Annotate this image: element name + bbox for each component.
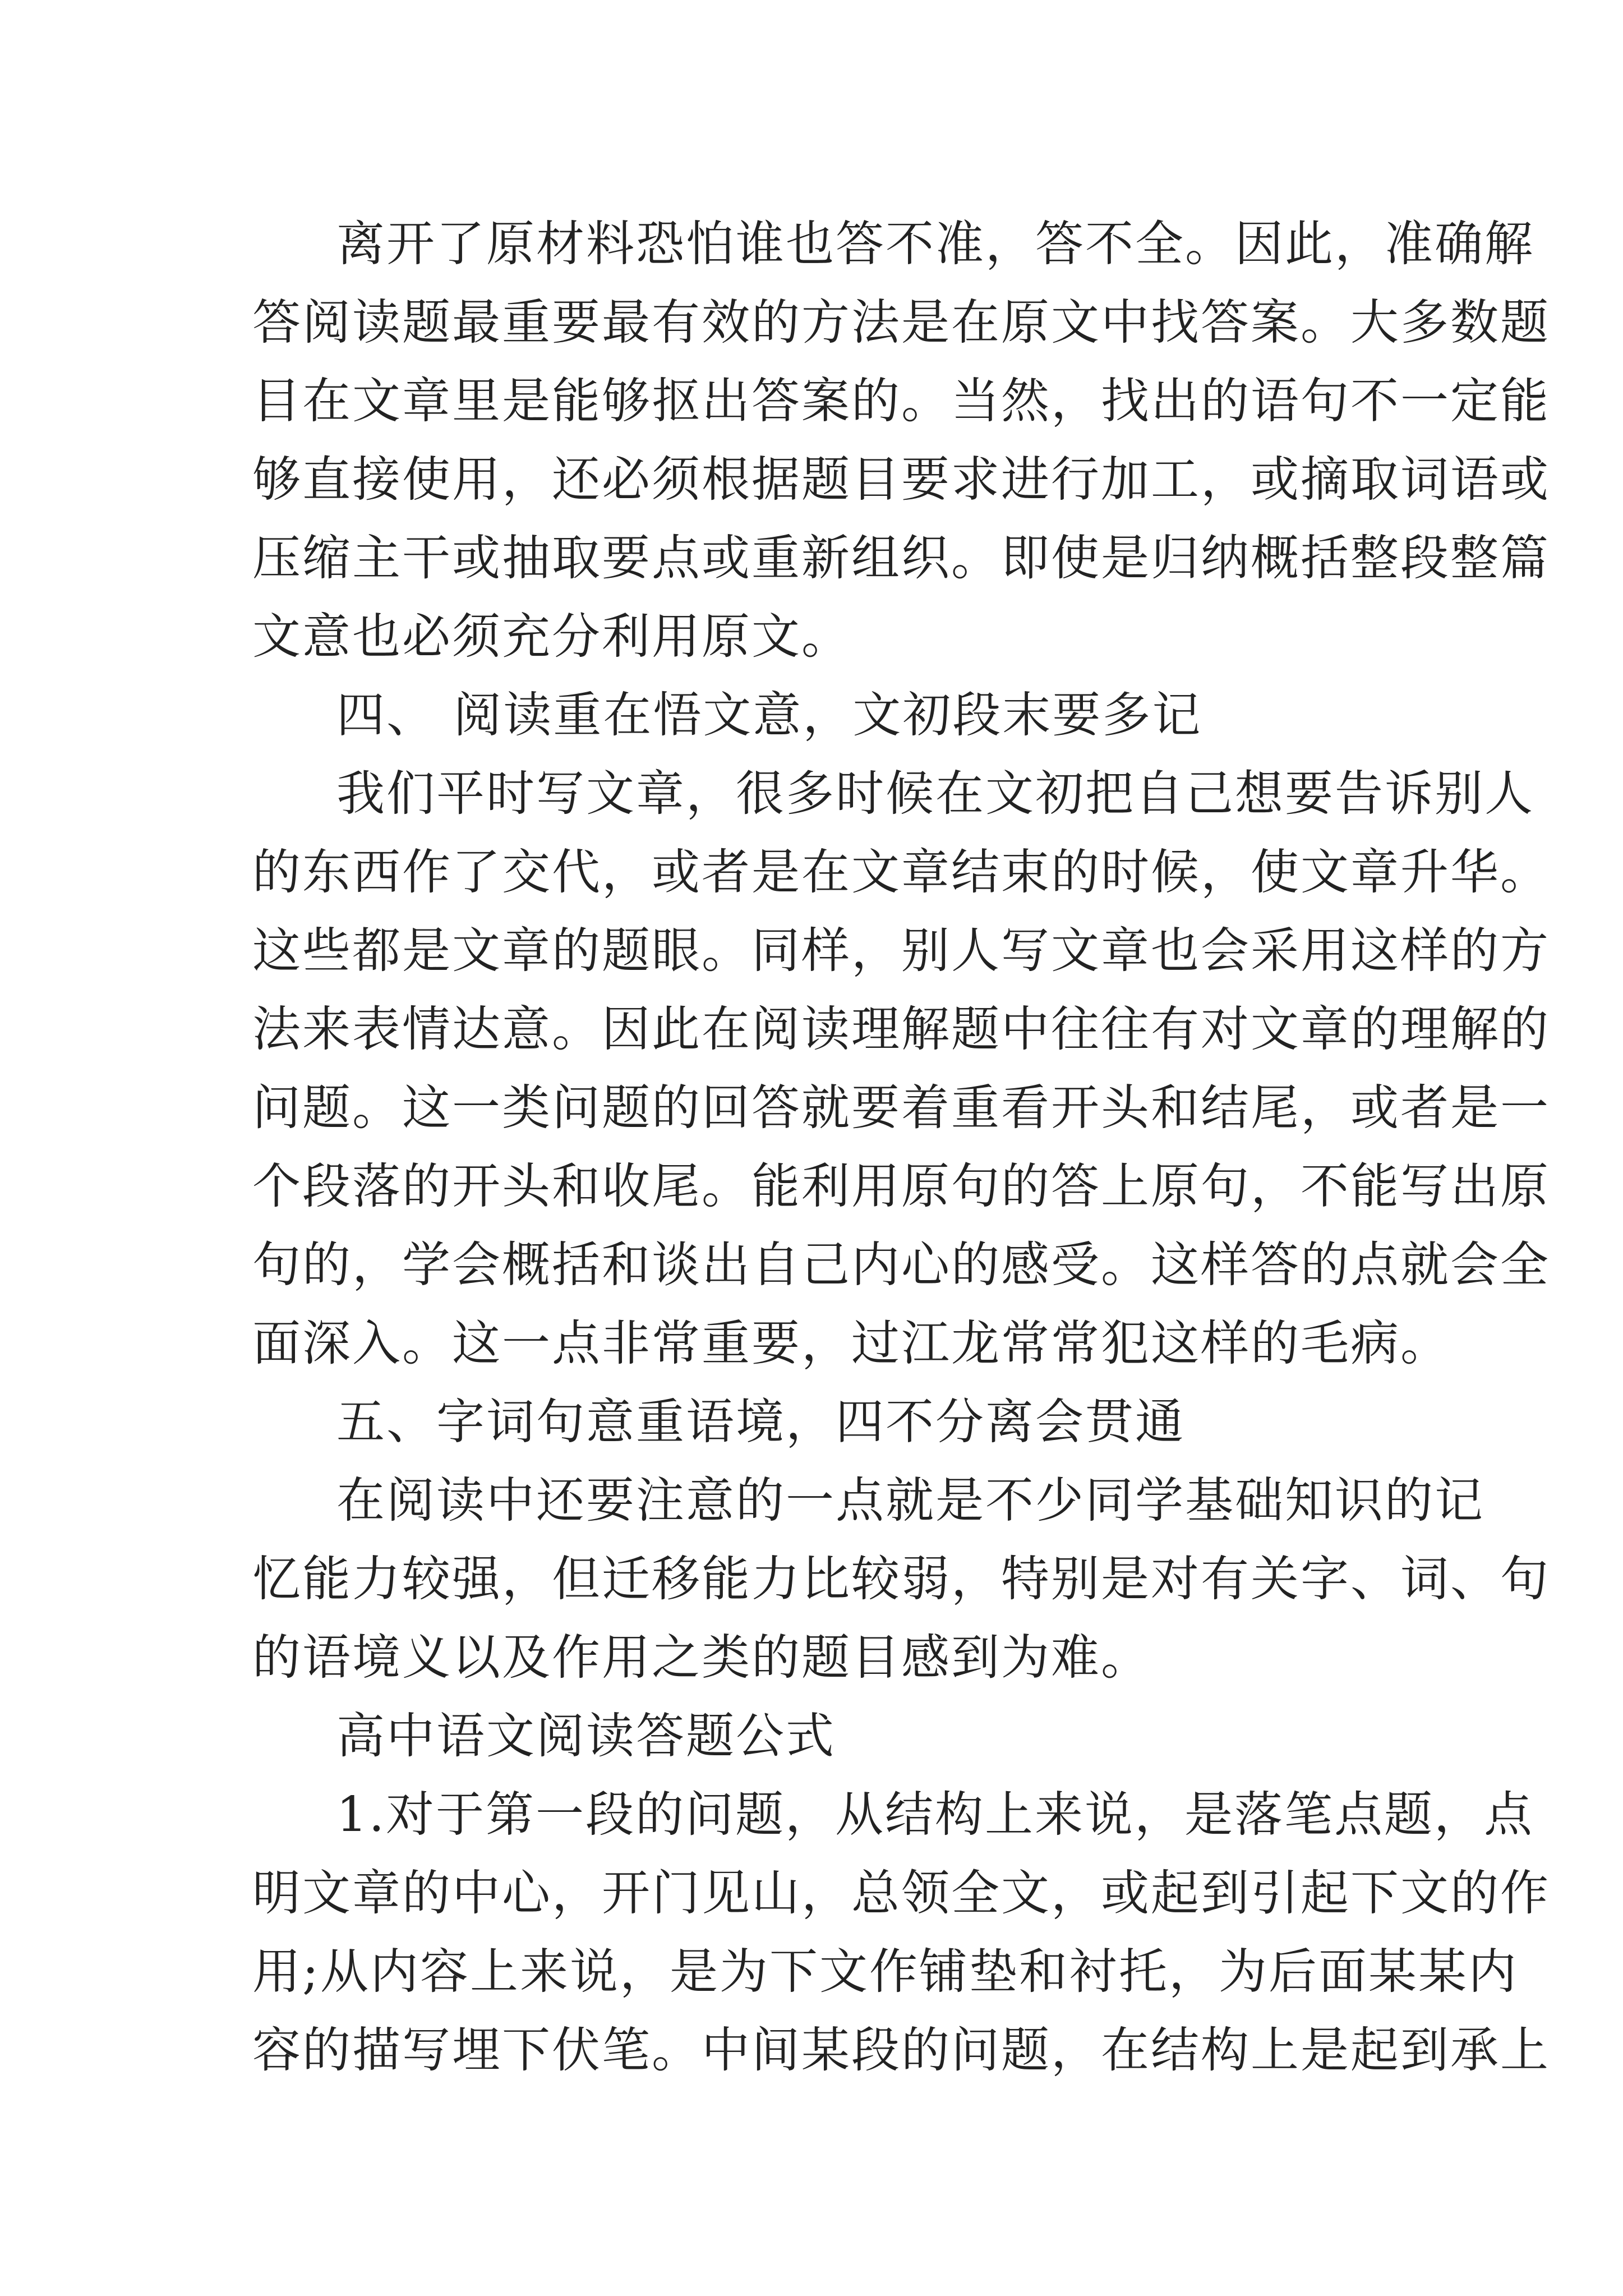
text-line: 的语境义以及作用之类的题目感到为难。 xyxy=(252,1630,1151,1686)
text-line: 面深入。这一点非常重要，过江龙常常犯这样的毛病。 xyxy=(252,1315,1450,1372)
text-line: 够直接使用，还必须根据题目要求进行加工，或摘取词语或 xyxy=(252,452,1550,508)
text-line: 在阅读中还要注意的一点就是不少同学基础知识的记 xyxy=(336,1473,1484,1529)
text-line: 我们平时写文章，很多时候在文初把自己想要告诉别人 xyxy=(336,766,1534,822)
section-heading: 四、 阅读重在悟文意，文初段末要多记 xyxy=(336,687,1202,743)
text-line: 句的，学会概括和谈出自己内心的感受。这样答的点就会全 xyxy=(252,1237,1550,1293)
text-line: 的东西作了交代，或者是在文章结束的时候，使文章升华。 xyxy=(252,844,1550,900)
text-line: 个段落的开头和收尾。能利用原句的答上原句，不能写出原 xyxy=(252,1158,1550,1214)
text-line: 用;从内容上来说，是为下文作铺垫和衬托，为后面某某内 xyxy=(252,1944,1518,2000)
text-line: 忆能力较强，但迁移能力比较弱，特别是对有关字、词、句 xyxy=(252,1551,1550,1607)
text-line: 文意也必须充分利用原文。 xyxy=(252,609,851,665)
text-line: 容的描写埋下伏笔。中间某段的问题，在结构上是起到承上 xyxy=(252,2022,1550,2078)
text-line: 问题。这一类问题的回答就要着重看开头和结尾，或者是一 xyxy=(252,1080,1550,1136)
text-line: 目在文章里是能够抠出答案的。当然，找出的语句不一定能 xyxy=(252,373,1550,429)
section-heading: 五、字词句意重语境，四不分离会贯通 xyxy=(336,1394,1185,1450)
text-line: 离开了原材料恐怕谁也答不准，答不全。因此，准确解 xyxy=(336,216,1534,272)
text-line: 明文章的中心，开门见山，总领全文，或起到引起下文的作 xyxy=(252,1865,1550,1921)
text-line: 法来表情达意。因此在阅读理解题中往往有对文章的理解的 xyxy=(252,1001,1550,1057)
text-line: 1.对于第一段的问题，从结构上来说，是落笔点题，点 xyxy=(336,1787,1534,1843)
section-heading: 高中语文阅读答题公式 xyxy=(336,1708,836,1764)
text-line: 这些都是文章的题眼。同样，别人写文章也会采用这样的方 xyxy=(252,923,1550,979)
text-line: 答阅读题最重要最有效的方法是在原文中找答案。大多数题 xyxy=(252,295,1550,351)
text-line: 压缩主干或抽取要点或重新组织。即使是归纳概括整段整篇 xyxy=(252,530,1550,586)
